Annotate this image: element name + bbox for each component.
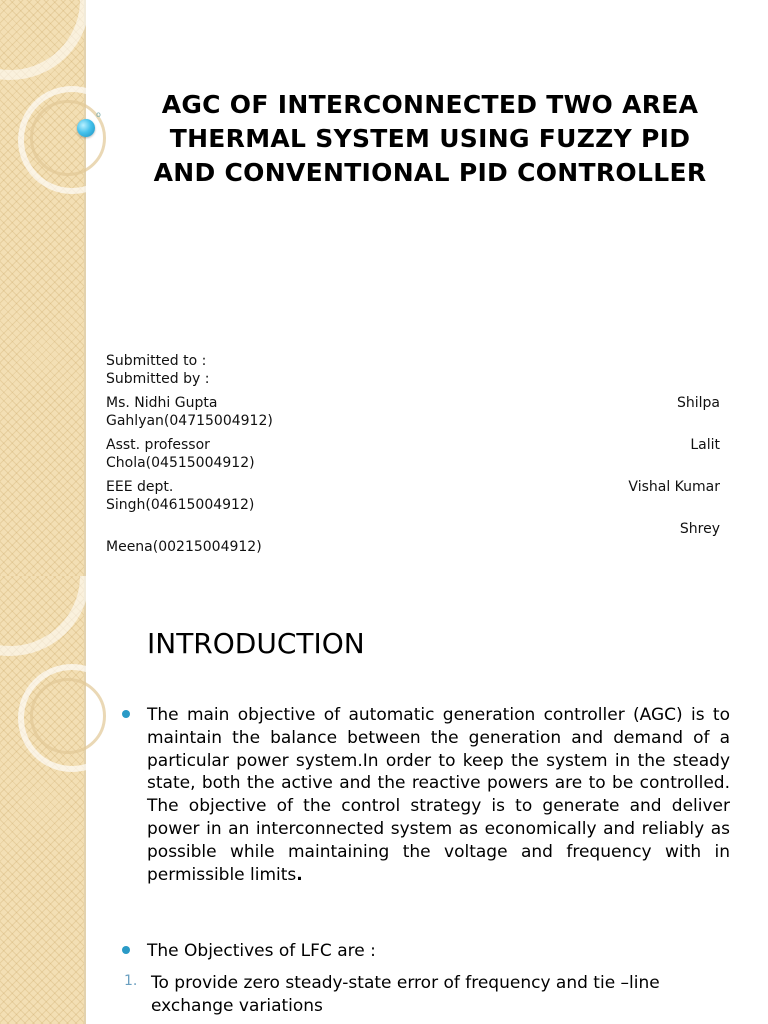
bullet-period: .: [296, 864, 303, 885]
bullet-text: The main objective of automatic generation controller (AGC) is to maintain the balance between the generation and demand of a particular power system.In order to keep the system in the steady state, both the active and the reactive powers are to be controlled. The objective of the control strategy is to generate and deliver power in an interconnected system as economically and reliably as possible while maintaining the voltage and frequency with in permissible limits: [147, 705, 730, 885]
bullet-icon: [122, 946, 130, 954]
detail-left: Asst. professor: [106, 437, 210, 453]
detail-continuation: Meena(00215004912): [106, 538, 262, 555]
slide-title: AGC OF INTERCONNECTED TWO AREA THERMAL SYSTEM USING FUZZY PID AND CONVENTIONAL PID CONTROLLER: [153, 90, 707, 187]
sidebar-divider: [84, 0, 86, 576]
bullet-text: The Objectives of LFC are :: [147, 941, 376, 961]
decorative-dot-icon: [77, 119, 95, 137]
section-heading: INTRODUCTION: [147, 627, 365, 660]
submitted-by-label: Submitted by :: [106, 370, 210, 387]
bullet-item: [122, 704, 730, 886]
sidebar-divider: [84, 576, 86, 1024]
submission-details: [106, 353, 720, 556]
decorative-circle-icon: o: [96, 110, 101, 119]
detail-row: [106, 479, 720, 497]
detail-left: Ms. Nidhi Gupta: [106, 395, 218, 411]
bullet-item: [122, 940, 730, 963]
decorative-ring: [30, 100, 106, 176]
detail-row: [106, 395, 720, 413]
detail-continuation: Singh(04615004912): [106, 496, 255, 513]
submitted-to-label: Submitted to :: [106, 353, 207, 369]
numbered-text: To provide zero steady-state error of frequency and tie –line exchange variations: [151, 973, 660, 1016]
introduction-slide: [0, 576, 768, 1024]
detail-left: EEE dept.: [106, 479, 174, 495]
decorative-ring: [30, 678, 106, 754]
detail-right: Vishal Kumar: [628, 479, 720, 495]
detail-right: Lalit: [690, 437, 720, 453]
detail-row: [106, 437, 720, 455]
detail-continuation: Gahlyan(04715004912): [106, 412, 273, 429]
detail-right: Shrey: [679, 521, 720, 537]
detail-right: Shilpa: [676, 395, 720, 411]
detail-continuation: Chola(04515004912): [106, 454, 255, 471]
list-number: 1.: [124, 973, 138, 989]
numbered-item: [122, 972, 730, 1018]
detail-row: [106, 521, 720, 539]
bullet-icon: [122, 710, 130, 718]
